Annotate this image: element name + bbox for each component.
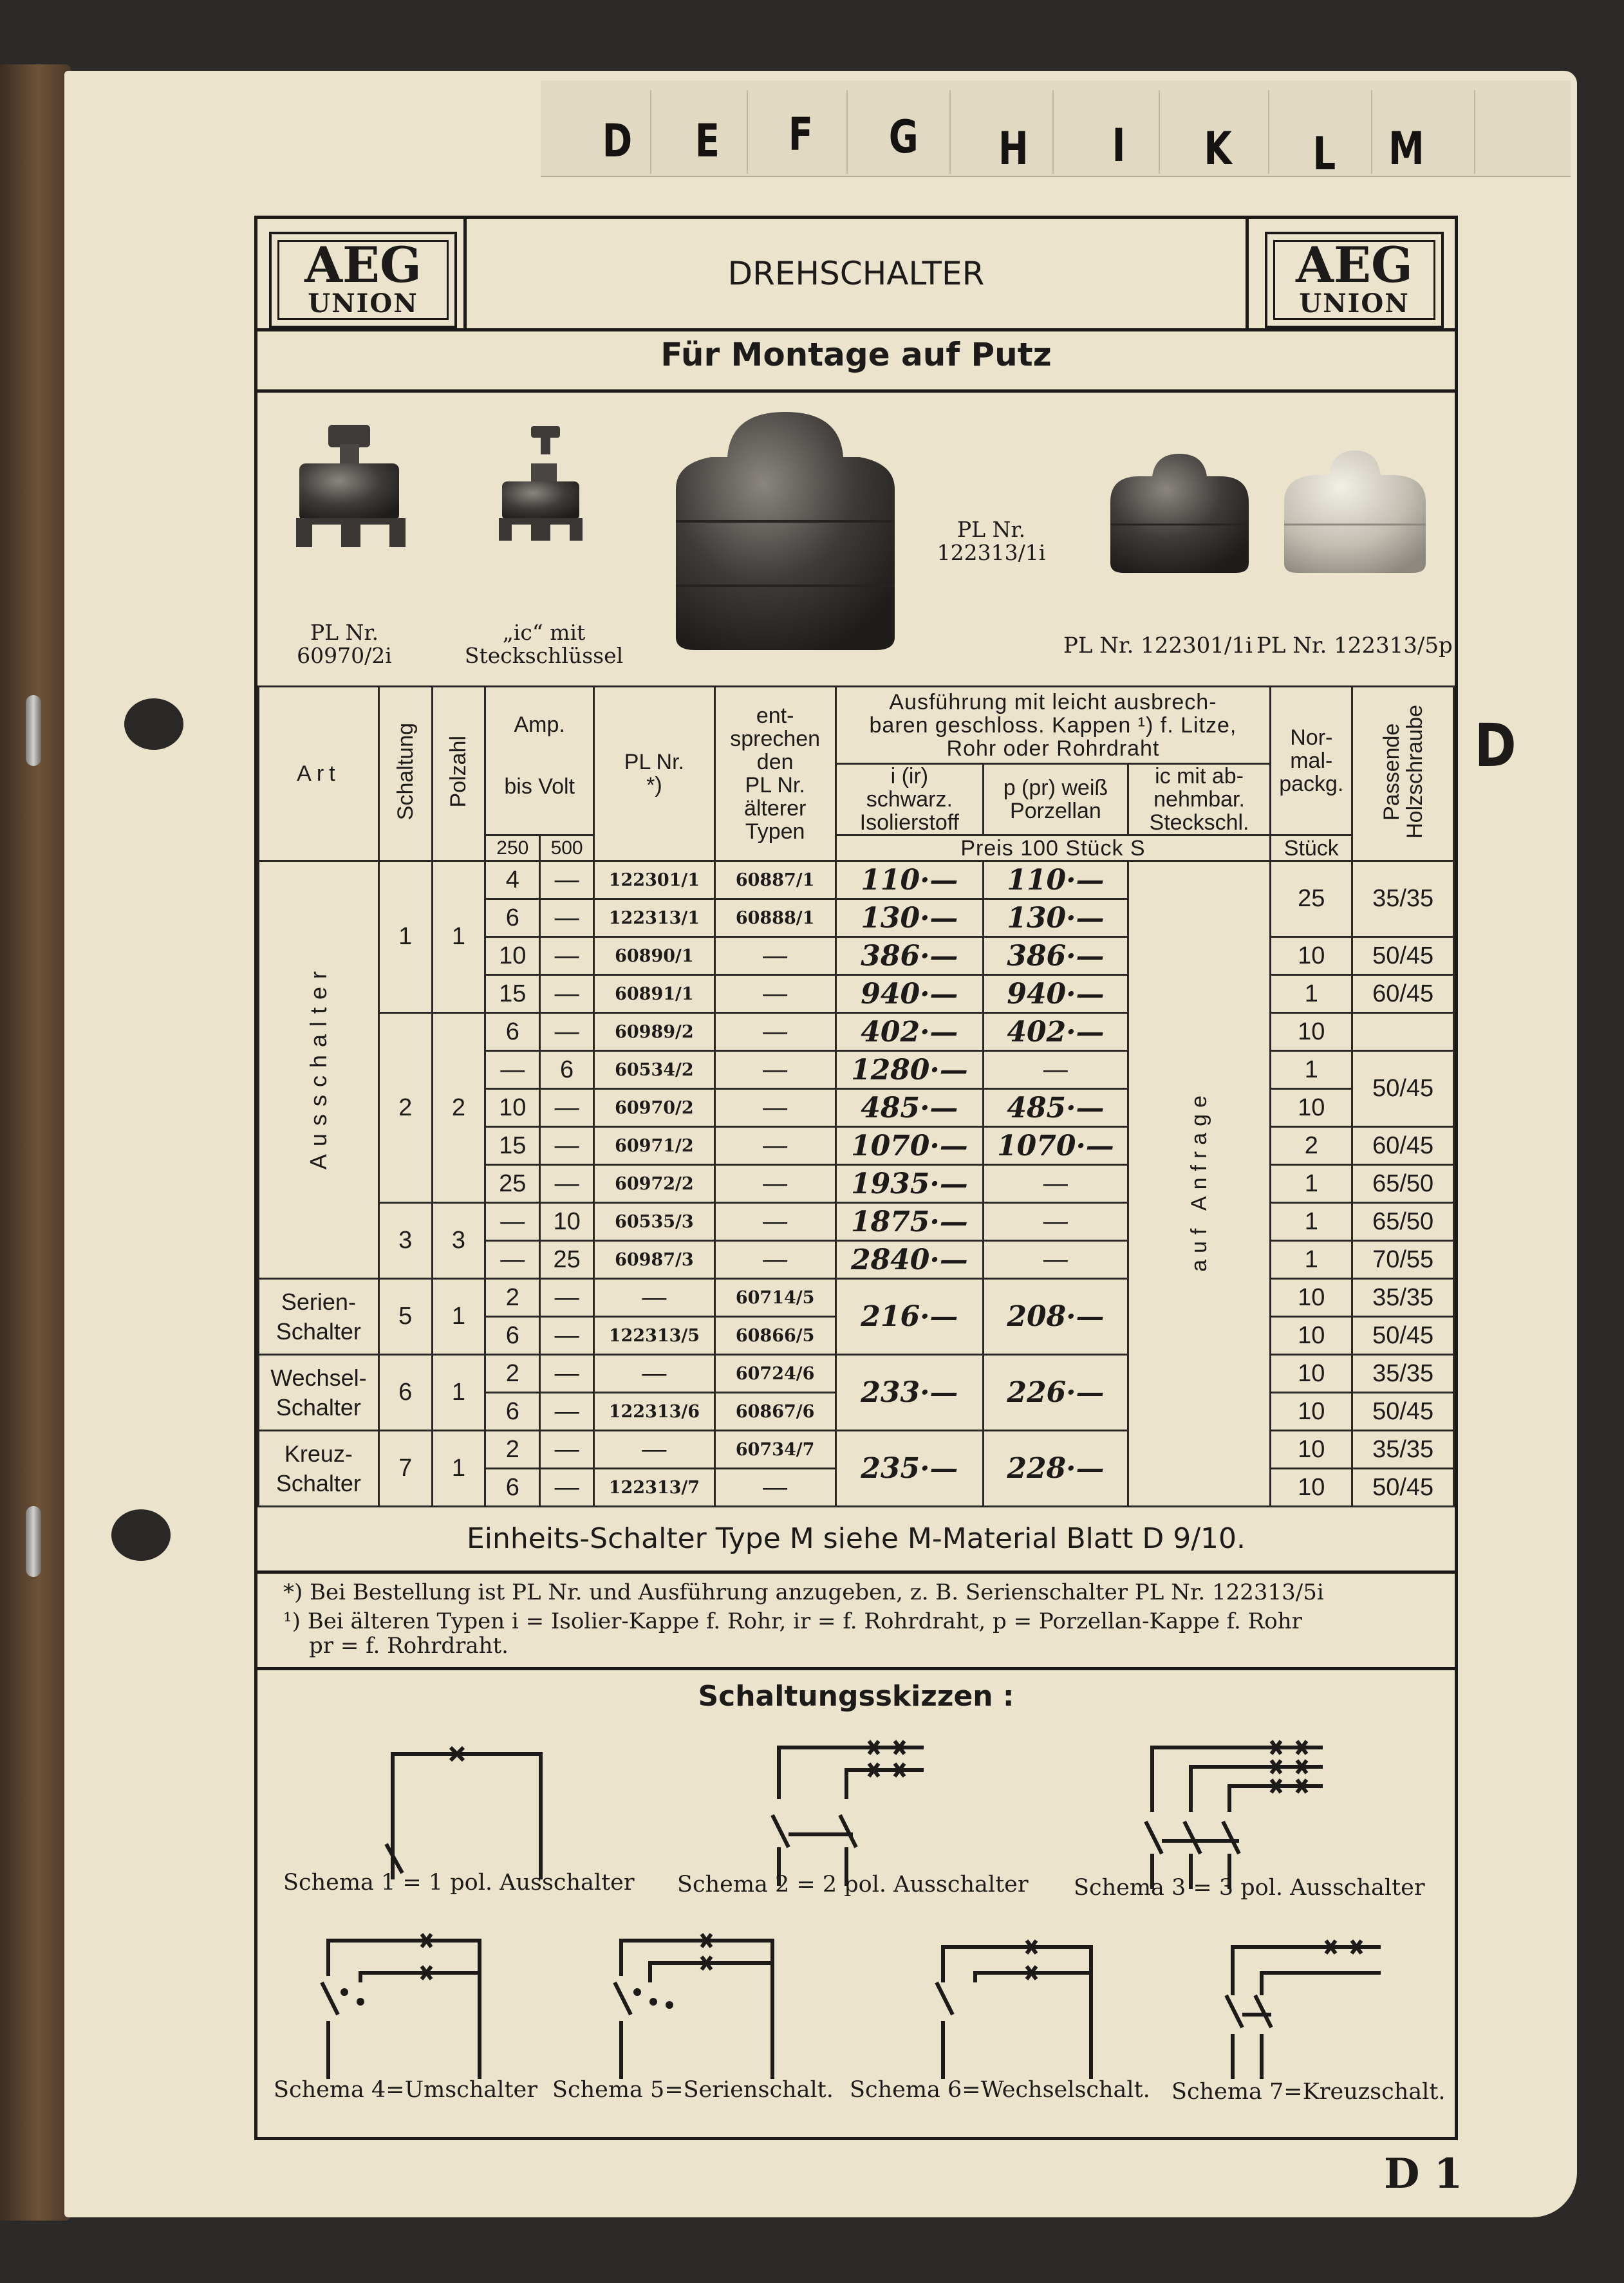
- group-serienschalter: Serien- Schalter: [259, 1279, 379, 1355]
- table-row: 15 — 60891/1 — 940·— 940·— 1 60/45: [259, 975, 1454, 1013]
- index-tab-d[interactable]: D: [602, 115, 633, 167]
- col-ausfuehrung-p: p (pr) weiß Porzellan: [984, 764, 1128, 835]
- footnote-types-cont: pr = f. Rohrdraht.: [309, 1633, 509, 1659]
- section-subtitle: Für Montage auf Putz: [660, 336, 1052, 373]
- product-label-60970: PL Nr. 60970/2i: [297, 620, 392, 668]
- col-polzahl: Polzahl: [432, 687, 485, 861]
- punch-hole: [124, 698, 183, 750]
- schema-3-diagram: [1146, 1741, 1323, 1889]
- binder-stud: [26, 695, 41, 766]
- table-row: 6 — 122313/6 60867/6 10 50/45: [259, 1393, 1454, 1431]
- schema-2-diagram: [772, 1741, 924, 1886]
- table-row: Kreuz- Schalter 7 1 2 — — 60734/7 235·— 228·— 10 35/35: [259, 1431, 1454, 1469]
- group-kreuzschalter: Kreuz- Schalter: [259, 1431, 379, 1507]
- switch-122301-1i-image: [1110, 454, 1249, 573]
- aeg-union-logo-left: AEG UNION: [269, 232, 457, 328]
- group-ausschalter: Ausschalter: [259, 861, 379, 1279]
- page-title: DREHSCHALTER: [463, 219, 1249, 328]
- table-row: — 6 60534/2 — 1280·— — 1 50/45: [259, 1051, 1454, 1089]
- col-ausfuehrung-i: i (ir) schwarz. Isolierstoff: [835, 764, 984, 835]
- table-row: 10 — 60890/1 — 386·— 386·— 10 50/45: [259, 937, 1454, 975]
- switch-ic-image: [499, 426, 583, 544]
- col-schaltung: Schaltung: [378, 687, 432, 861]
- product-label-ic: „ic“ mit Steckschlüssel: [464, 620, 624, 668]
- footnote-order: *) Bei Bestellung ist PL Nr. und Ausführung anzugeben, z. B. Serienschalter PL Nr. 122313/5i: [283, 1579, 1324, 1605]
- switch-60970-image: [296, 425, 406, 557]
- punch-hole: [111, 1509, 171, 1561]
- table-row: 3 3 — 10 60535/3 — 1875·— — 1 65/50: [259, 1203, 1454, 1241]
- product-label-122313-5p: PL Nr. 122313/5p: [1256, 633, 1453, 658]
- col-aeltere-typen: ent- sprechen den PL Nr. älterer Typen: [714, 687, 835, 861]
- col-holzschraube: Passende Holzschraube: [1352, 687, 1454, 861]
- schema-6-label: Schema 6=Wechselschalt.: [850, 2077, 1150, 2103]
- schema-7-label: Schema 7=Kreuzschalt.: [1171, 2079, 1446, 2105]
- spec-table: [257, 685, 1455, 1507]
- col-volt-250: 250: [485, 835, 540, 861]
- aeg-union-logo-right: AEG UNION: [1265, 232, 1444, 328]
- schema-7-diagram: [1226, 1941, 1381, 2079]
- binder-stud: [26, 1506, 41, 1577]
- binder-spine: [0, 64, 71, 2221]
- table-row: 6 — 122313/7 — 10 50/45: [259, 1469, 1454, 1507]
- col-preis: Preis 100 Stück S: [835, 835, 1271, 861]
- side-tab-letter: D: [1474, 711, 1517, 780]
- footnote-types: ¹) Bei älteren Typen i = Isolier-Kappe f. Rohr, ir = f. Rohrdraht, p = Porzellan-Kappe f. Rohr: [283, 1608, 1302, 1634]
- col-normalpackung: Nor- mal- packg.: [1271, 687, 1352, 835]
- schema-1-diagram: [386, 1747, 541, 1879]
- schema-4-diagram: [322, 1934, 480, 2079]
- table-row: 6 — 122313/5 60866/5 10 50/45: [259, 1317, 1454, 1355]
- schema-4-label: Schema 4=Umschalter: [274, 2077, 537, 2103]
- index-tab-m[interactable]: M: [1388, 122, 1424, 175]
- switch-122313-5p-image: [1284, 451, 1426, 573]
- table-row: — 25 60987/3 — 2840·— — 1 70/55: [259, 1241, 1454, 1279]
- schema-3-label: Schema 3 = 3 pol. Ausschalter: [1074, 1875, 1425, 1901]
- col-ausfuehrung-ic: ic mit ab- nehmbar. Steckschl.: [1128, 764, 1271, 835]
- col-amp: Amp. bis Volt: [485, 687, 594, 835]
- col-volt-500: 500: [540, 835, 594, 861]
- col-art: Art: [259, 687, 379, 861]
- table-row: Wechsel- Schalter 6 1 2 — — 60724/6 233·— 226·— 10 35/35: [259, 1355, 1454, 1393]
- table-row: Serien- Schalter 5 1 2 — — 60714/5 216·— 208·— 10 35/35: [259, 1279, 1454, 1317]
- product-label-122313-1i: PL Nr. 122313/1i: [937, 517, 1046, 565]
- schematics-title: Schaltungsskizzen :: [698, 1680, 1014, 1713]
- index-tab-i[interactable]: I: [1112, 119, 1126, 172]
- product-label-122301-1i: PL Nr. 122301/1i: [1063, 633, 1253, 658]
- schema-5-diagram: [615, 1934, 772, 2079]
- index-tab-k[interactable]: K: [1204, 122, 1232, 175]
- index-tab-e[interactable]: E: [695, 115, 720, 167]
- schema-5-label: Schema 5=Serienschalt.: [552, 2077, 834, 2103]
- index-tab-f[interactable]: F: [788, 108, 814, 161]
- table-row: 15 — 60971/2 — 1070·— 1070·— 2 60/45: [259, 1127, 1454, 1165]
- index-tab-l[interactable]: L: [1312, 127, 1336, 180]
- col-stueck: Stück: [1271, 835, 1352, 861]
- group-wechselschalter: Wechsel- Schalter: [259, 1355, 379, 1431]
- wiring-schematics: [257, 1719, 1455, 2105]
- index-tab-h[interactable]: H: [998, 122, 1029, 175]
- table-row: 2 2 6 — 60989/2 — 402·— 402·— 10: [259, 1013, 1454, 1051]
- col-ausfuehrung: Ausführung mit leicht ausbrech- baren geschloss. Kappen ¹) f. Litze, Rohr oder Rohrdraht: [835, 687, 1271, 764]
- table-row: 6 — 122313/1 60888/1 130·— 130·—: [259, 899, 1454, 937]
- einheits-note: Einheits-Schalter Type M siehe M-Material Blatt D 9/10.: [467, 1522, 1246, 1555]
- schema-1-label: Schema 1 = 1 pol. Ausschalter: [283, 1870, 635, 1896]
- ic-auf-anfrage: auf Anfrage: [1128, 861, 1271, 1507]
- table-row: 10 — 60970/2 — 485·— 485·— 10: [259, 1089, 1454, 1127]
- page-number: D 1: [1384, 2150, 1463, 2198]
- index-tab-g[interactable]: G: [888, 111, 919, 163]
- schema-6-diagram: [937, 1941, 1091, 2079]
- catalog-sheet: [254, 216, 1458, 2140]
- table-row: 25 — 60972/2 — 1935·— — 1 65/50: [259, 1165, 1454, 1203]
- col-plnr: PL Nr. *): [594, 687, 715, 861]
- table-row: Ausschalter 1 1 4 — 122301/1 60887/1 110·— 110·— auf Anfrage 25 35/35: [259, 861, 1454, 899]
- switch-122313-1i-image: [676, 412, 895, 650]
- schema-2-label: Schema 2 = 2 pol. Ausschalter: [677, 1872, 1029, 1897]
